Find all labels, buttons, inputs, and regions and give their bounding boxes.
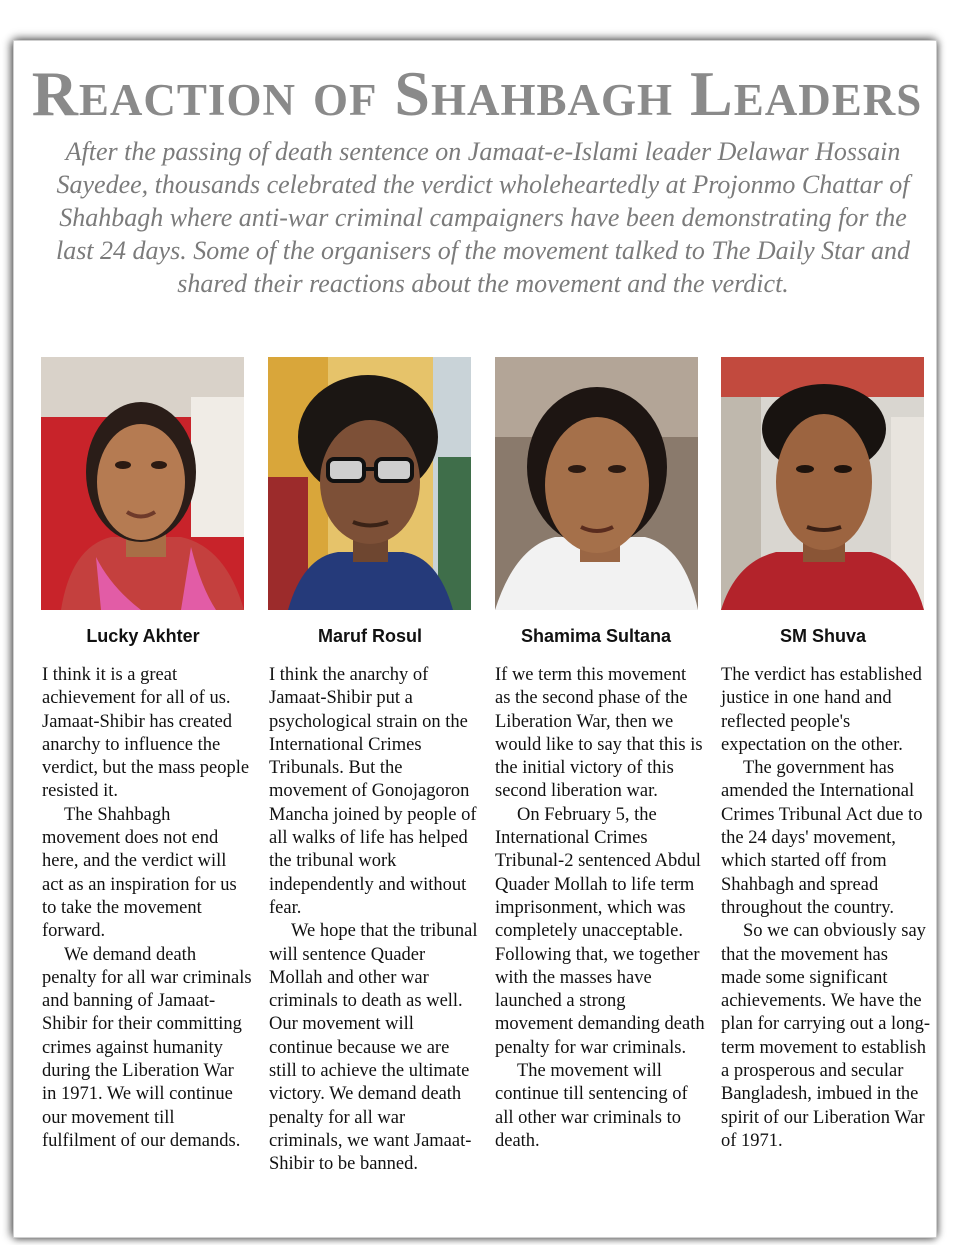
photo-lucky-akhter bbox=[41, 357, 244, 610]
quote-paragraph: I think it is a great achievement for all of us. Jamaat-Shibir has created anarchy to influence the verdict, but the mass people resisted it. bbox=[42, 665, 250, 802]
leader-name: Maruf Rosul bbox=[317, 626, 422, 646]
quote-paragraph: If we term this movement as the second phase of the Liberation War, then we would like to say that this is the initial victory of this second liberation war. bbox=[495, 665, 703, 802]
quote-paragraph: The movement will continue till sentencing of all other war criminals to death. bbox=[495, 1061, 688, 1151]
portrait-woman-icon bbox=[495, 357, 698, 610]
portrait-man-icon bbox=[721, 357, 924, 610]
quote-paragraph: The Shahbagh movement does not end here, and the verdict will act as an inspiration for us to take the movement forward. bbox=[42, 804, 237, 942]
quote-paragraph: I think the anarchy of Jamaat-Shibir put a psychological strain on the International Crimes Tribunals. But the movement of Gonojagoron Mancha joined by people of all walks of life has helped the tribunal work independently and without fear. bbox=[269, 665, 477, 918]
photo-shamima-sultana bbox=[495, 357, 698, 610]
quote-paragraph: The government has amended the International Crimes Tribunal Act due to the 24 days' movement, which started off from Shahbagh and spread throughout the country. bbox=[721, 758, 923, 918]
quote-column-maruf-rosul bbox=[269, 664, 479, 1177]
portrait-man-glasses-icon bbox=[268, 357, 471, 610]
quote-column-shamima-sultana bbox=[495, 664, 705, 1153]
leader-name: SM Shuva bbox=[779, 626, 867, 646]
leader-name: Lucky Akhter bbox=[86, 626, 200, 646]
quote-paragraph: The verdict has established justice in one hand and reflected people's expectation on the other. bbox=[721, 665, 922, 755]
quote-paragraph: We demand death penalty for all war criminals and banning of Jamaat-Shibir for their committing crimes against humanity during the Liberation War in 1971. We will continue our movement till fulfilment of our demands. bbox=[42, 944, 252, 1151]
photo-maruf-rosul bbox=[268, 357, 471, 610]
article-intro: After the passing of death sentence on Jamaat-e-Islami leader Delawar Hossain Sayedee, thousands celebrated the verdict wholeheartedly at Projonmo Chattar of Shahbagh where anti-war criminal campaigners have been demonstrating for the last 24 days. Some of the organisers of the movement talked to The Daily Star and shared their reactions about the movement and the verdict. bbox=[55, 137, 911, 298]
leader-name: Shamima Sultana bbox=[520, 626, 672, 646]
portrait-young-woman-icon bbox=[41, 357, 244, 610]
quote-paragraph: On February 5, the International Crimes Tribunal-2 sentenced Abdul Quader Mollah to life term imprisonment, which was completely unacceptable. Following that, we together with the masses have launched a strong movement demanding death penalty for war criminals. bbox=[495, 804, 705, 1058]
article-title: Reaction of Shahbagh Leaders bbox=[31, 58, 923, 129]
quote-paragraph: We hope that the tribunal will sentence Quader Mollah and other war criminals to death as well. Our movement will continue because we are still to achieve the ultimate victory. We demand death penalty for all war criminals, we want Jamaat-Shibir to be banned. bbox=[269, 921, 478, 1175]
photo-sm-shuva bbox=[721, 357, 924, 610]
quote-column-sm-shuva bbox=[721, 664, 931, 1153]
quote-paragraph: So we can obviously say that the movement has made some significant achievements. We have the plan for carrying out a long-term movement to establish a prosperous and secular Bangladesh, imbued in the spirit of our Liberation War of 1971. bbox=[721, 921, 931, 1151]
quote-column-lucky-akhter bbox=[42, 664, 252, 1153]
